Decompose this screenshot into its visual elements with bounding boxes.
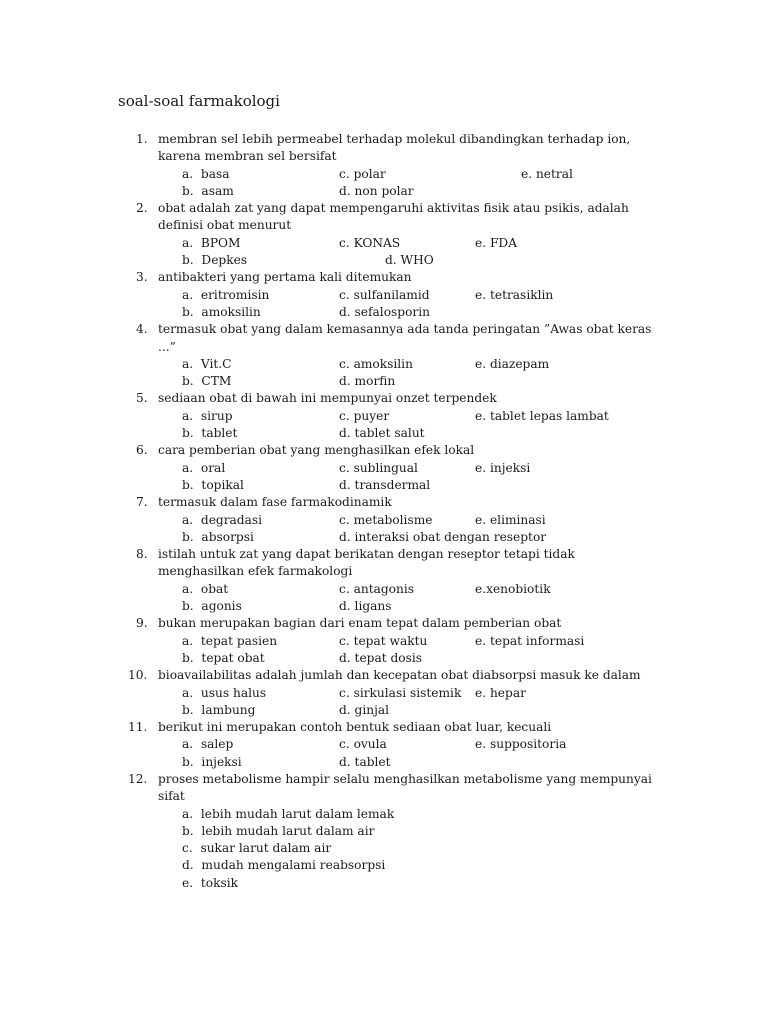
question-item — [0, 131, 768, 200]
option-row — [0, 857, 768, 874]
question-body: termasuk dalam fase farmakodinamik — [158, 495, 392, 510]
question-text — [0, 494, 768, 511]
answer-option: b. lambung — [182, 702, 256, 717]
answer-option: c. KONAS — [339, 235, 401, 250]
option-row — [0, 356, 768, 373]
question-body: cara pemberian obat yang menghasilkan efek lokal — [158, 443, 475, 458]
question-number: 6. — [136, 443, 148, 458]
option-row — [0, 460, 768, 477]
question-text — [0, 546, 768, 581]
document-title: soal-soal farmakologi — [118, 92, 280, 110]
answer-option: c. polar — [339, 166, 386, 181]
answer-option: b. tablet — [182, 426, 238, 441]
option-row — [0, 806, 768, 823]
answer-option: c. sirkulasi sistemik — [339, 685, 462, 700]
option-row — [0, 736, 768, 753]
option-row — [0, 840, 768, 857]
option-row — [0, 183, 768, 200]
question-body: sediaan obat di bawah ini mempunyai onzet terpendek — [158, 391, 497, 406]
answer-option: b. Depkes — [182, 253, 248, 268]
question-text — [0, 321, 768, 356]
answer-option: d. ligans — [339, 599, 392, 614]
answer-option: a. BPOM — [182, 235, 241, 250]
option-row — [0, 304, 768, 321]
answer-option: a. oral — [182, 460, 226, 475]
option-row — [0, 252, 768, 269]
question-text — [0, 667, 768, 684]
question-item — [0, 546, 768, 615]
answer-option: e. tetrasiklin — [475, 287, 554, 302]
answer-option: a. tepat pasien — [182, 633, 278, 648]
answer-option: b. asam — [182, 183, 234, 198]
answer-option: a. degradasi — [182, 512, 263, 527]
question-number: 8. — [136, 547, 148, 562]
answer-option: b. amoksilin — [182, 304, 261, 319]
question-body: bioavailabilitas adalah jumlah dan kecepatan obat diabsorpsi masuk ke dalam — [158, 668, 641, 683]
answer-option: d. non polar — [339, 183, 414, 198]
answer-option: a. sirup — [182, 408, 233, 423]
question-text — [0, 442, 768, 459]
question-number: 1. — [136, 132, 148, 146]
question-number: 12. — [128, 771, 148, 786]
option-row — [0, 598, 768, 615]
option-row — [0, 477, 768, 494]
answer-option: c. tepat waktu — [339, 633, 428, 648]
answer-option: d. WHO — [385, 253, 434, 268]
question-item — [0, 442, 768, 494]
answer-option: e. tepat informasi — [475, 633, 585, 648]
question-body: obat adalah zat yang dapat mempengaruhi aktivitas fisik atau psikis, adalah definisi obat menurut — [158, 201, 629, 233]
question-text — [0, 771, 768, 806]
option-row — [0, 633, 768, 650]
option-row — [0, 823, 768, 840]
answer-option: c. metabolisme — [339, 512, 433, 527]
answer-option: b. lebih mudah larut dalam air — [182, 823, 375, 838]
answer-option: d. sefalosporin — [339, 304, 430, 319]
question-number: 2. — [136, 201, 148, 216]
question-list — [0, 131, 768, 892]
question-body: termasuk obat yang dalam kemasannya ada tanda peringatan ”Awas obat keras ...” — [158, 322, 652, 354]
answer-option: a. usus halus — [182, 685, 267, 700]
answer-option: b. injeksi — [182, 754, 242, 769]
question-body: berikut ini merupakan contoh bentuk sediaan obat luar, kecuali — [158, 720, 552, 735]
option-row — [0, 287, 768, 304]
option-row — [0, 408, 768, 425]
answer-option: e. hepar — [475, 685, 526, 700]
answer-option: d. mudah mengalami reabsorpsi — [182, 858, 386, 873]
question-item — [0, 771, 768, 892]
answer-option: a. basa — [182, 166, 230, 181]
question-body: antibakteri yang pertama kali ditemukan — [158, 270, 412, 285]
option-row — [0, 235, 768, 252]
answer-option: e. injeksi — [475, 460, 531, 475]
question-body: membran sel lebih permeabel terhadap molekul dibandingkan terhadap ion, karena membran sel bersifat — [158, 132, 631, 164]
option-row — [0, 581, 768, 598]
option-row — [0, 425, 768, 442]
answer-option: d. transdermal — [339, 477, 431, 492]
answer-option: b. CTM — [182, 374, 232, 389]
question-item — [0, 269, 768, 321]
answer-option: e. suppositoria — [475, 737, 567, 752]
answer-option: e. FDA — [475, 235, 517, 250]
answer-option: c. antagonis — [339, 581, 414, 596]
answer-option: a. eritromisin — [182, 287, 270, 302]
answer-option: b. agonis — [182, 599, 242, 614]
question-item — [0, 719, 768, 771]
option-row — [0, 702, 768, 719]
question-text — [0, 615, 768, 632]
option-row — [0, 512, 768, 529]
option-row — [0, 875, 768, 892]
answer-option: c. sublingual — [339, 460, 418, 475]
question-item — [0, 200, 768, 269]
answer-option: c. amoksilin — [339, 356, 413, 371]
answer-option: b. tepat obat — [182, 650, 265, 665]
question-number: 11. — [128, 720, 148, 735]
option-row — [0, 373, 768, 390]
question-item — [0, 615, 768, 667]
answer-option: e. eliminasi — [475, 512, 546, 527]
answer-option: b. topikal — [182, 477, 244, 492]
option-row — [0, 166, 768, 183]
answer-option: d. tepat dosis — [339, 650, 423, 665]
option-row — [0, 529, 768, 546]
answer-option: a. Vit.C — [182, 356, 232, 371]
answer-option: a. lebih mudah larut dalam lemak — [182, 806, 395, 821]
question-number: 9. — [136, 616, 148, 631]
question-number: 5. — [136, 391, 148, 406]
question-text — [0, 719, 768, 736]
answer-option: c. puyer — [339, 408, 390, 423]
answer-option: a. salep — [182, 737, 234, 752]
question-text — [0, 131, 768, 166]
question-number: 7. — [136, 495, 148, 510]
answer-option: d. morfin — [339, 374, 396, 389]
answer-option: c. ovula — [339, 737, 387, 752]
question-text — [0, 390, 768, 407]
question-item — [0, 390, 768, 442]
answer-option: e. diazepam — [475, 356, 550, 371]
option-row — [0, 754, 768, 771]
answer-option: d. ginjal — [339, 702, 390, 717]
answer-option: c. sulfanilamid — [339, 287, 430, 302]
answer-option: e. tablet lepas lambat — [475, 408, 609, 423]
question-text — [0, 269, 768, 286]
answer-option: d. tablet salut — [339, 426, 425, 441]
answer-option: b. absorpsi — [182, 529, 254, 544]
answer-option: e.xenobiotik — [475, 581, 551, 596]
question-text — [0, 200, 768, 235]
question-number: 3. — [136, 270, 148, 285]
answer-option: a. obat — [182, 581, 229, 596]
answer-option: e. netral — [521, 166, 573, 181]
answer-option: d. tablet — [339, 754, 391, 769]
question-body: proses metabolisme hampir selalu menghasilkan metabolisme yang mempunyai sifat — [158, 771, 652, 804]
question-item — [0, 321, 768, 390]
option-row — [0, 650, 768, 667]
question-body: bukan merupakan bagian dari enam tepat dalam pemberian obat — [158, 616, 562, 631]
option-row — [0, 685, 768, 702]
answer-option: c. sukar larut dalam air — [182, 841, 332, 856]
answer-option: e. toksik — [182, 875, 238, 890]
question-number: 10. — [128, 668, 148, 683]
question-body: istilah untuk zat yang dapat berikatan dengan reseptor tetapi tidak menghasilkan efek farmakologi — [158, 547, 575, 579]
question-item — [0, 667, 768, 719]
answer-option: d. interaksi obat dengan reseptor — [339, 529, 547, 544]
question-item — [0, 494, 768, 546]
question-number: 4. — [136, 322, 148, 337]
